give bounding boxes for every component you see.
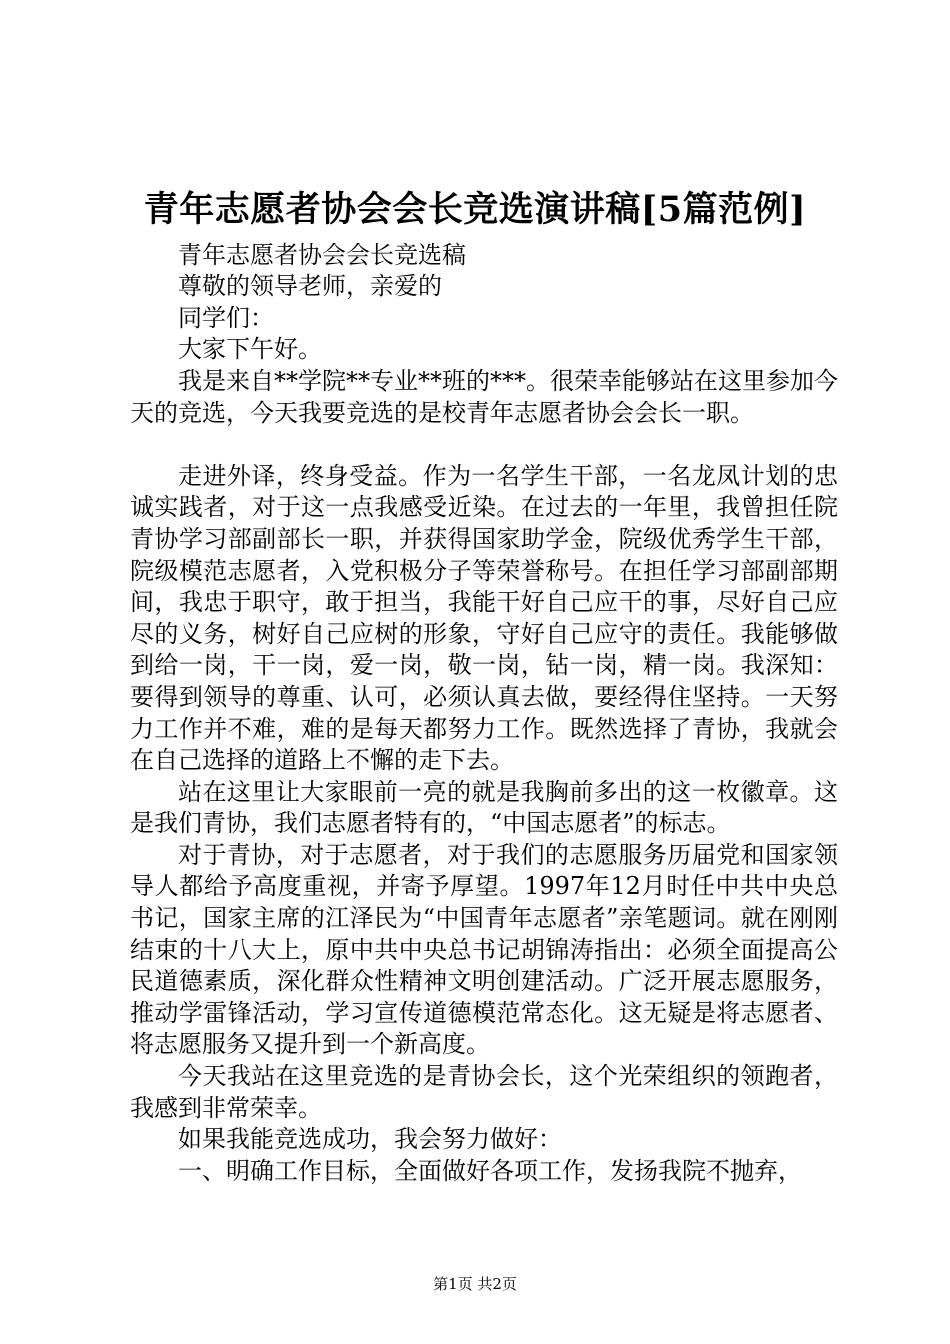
paragraph-gap (130, 429, 838, 461)
paragraph-plan-item-1: 一、明确工作目标，全面做好各项工作，发扬我院不抛弃， (178, 1156, 802, 1185)
paragraph-salutation: 尊敬的领导老师，亲爱的 (178, 272, 442, 301)
paragraph-honor: 今天我站在这里竞选的是青协会长，这个光荣组织的领跑者，我感到非常荣幸。 (130, 1062, 838, 1122)
page-footer: 第1页 共2页 (433, 1275, 517, 1293)
paragraph-badge: 站在这里让大家眼前一亮的就是我胸前多出的这一枚徽章。这是我们青协，我们志愿者特有的，“中国志愿者”的标志。 (130, 777, 838, 838)
paragraph-plan-intro: 如果我能竞选成功，我会努力做好： (178, 1125, 562, 1154)
paragraph-introduction: 我是来自**学院**专业**班的***。很荣幸能够站在这里参加今天的竞选，今天我要竞选的是校青年志愿者协会会长一职。 (130, 366, 838, 427)
paragraph-history: 对于青协，对于志愿者，对于我们的志愿服务历届党和国家领导人都给予高度重视，并寄予厚望。1997年12月时任中共中央总书记，国家主席的江泽民为“中国青年志愿者”亲笔题词。就在刚刚结束的十八大上，原中共中央总书记胡锦涛指出：必须全面提高公民道德素质，深化群众性精神文明创建活动。广泛开展志愿服务，推动学雷锋活动，学习宣传道德模范常态化。这无疑是将志愿者、将志愿服务又提升到一个新高度。 (130, 840, 838, 1059)
document-title: 青年志愿者协会会长竞选演讲稿[5篇范例] (143, 189, 807, 230)
paragraph-experience: 走进外译，终身受益。作为一名学生干部，一名龙凤计划的忠诚实践者，对于这一点我感受近染。在过去的一年里，我曾担任院青协学习部副部长一职，并获得国家助学金，院级优秀学生干部，院级模范志愿者，入党积极分子等荣誉称号。在担任学习部副部期间，我忠于职守，敢于担当，我能干好自己应干的事，尽好自己应尽的义务，树好自己应树的形象，守好自己应守的责任。我能够做到给一岗，干一岗，爱一岗，敬一岗，钻一岗，精一岗。我深知：要得到领导的尊重、认可，必须认真去做，要经得住坚持。一天努力工作并不难，难的是每天都努力工作。既然选择了青协，我就会在自己选择的道路上不懈的走下去。 (130, 461, 838, 775)
document-body (130, 208, 838, 1187)
paragraph-salutation-cont: 同学们： (178, 303, 274, 332)
paragraph-greeting: 大家下午好。 (178, 335, 322, 364)
spacer (130, 208, 838, 240)
paragraph-subtitle: 青年志愿者协会会长竞选稿 (178, 240, 466, 269)
